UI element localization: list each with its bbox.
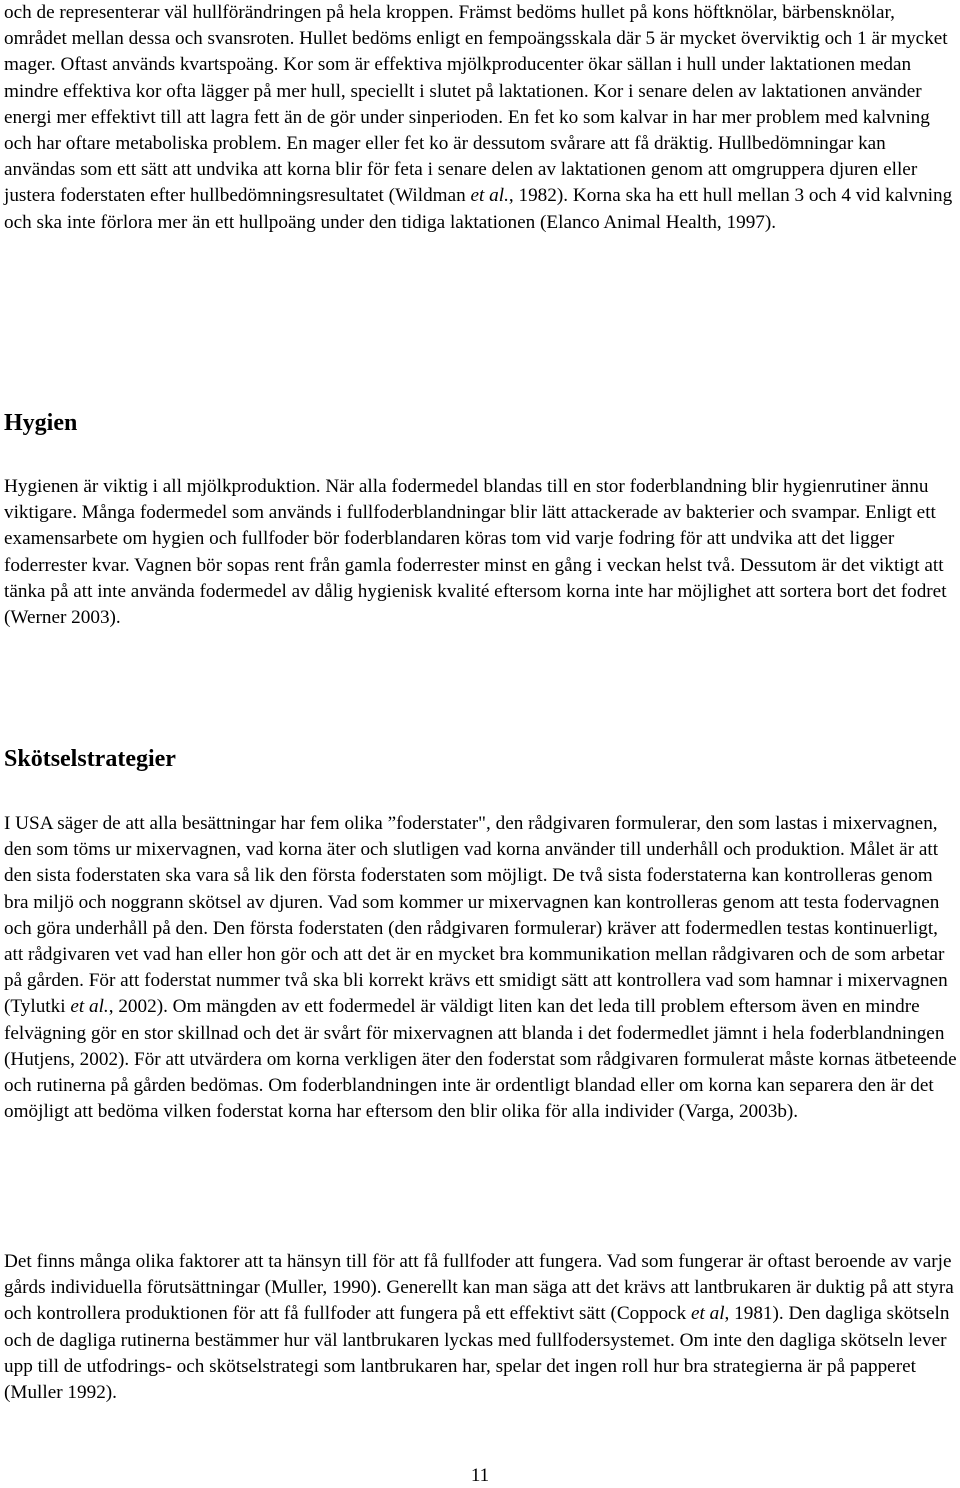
hygien-paragraph: Hygienen är viktig i all mjölkproduktion. När alla fodermedel blandas till en stor foderblandning blir hygienrutiner ännu viktigare. Många fodermedel som används i fullfoderblandningar blir lätt attackerade av bakterier och svampar. Enligt ett examensarbete om hygien och fullfoder bör foderblandaren köras tom vid varje fodring för att undvika att det ligger foderrester kvar. Vagnen bör sopas rent från gamla foderrester minst en gång i veckan helst två. Dessutom är det viktigt att tänka på att inte använda fodermedel av dålig hygienisk kvalité eftersom korna inte har möjlighet att sortera bort det fodret (Werner 2003). [4,476,947,629]
page-number: 11 [470,1465,490,1486]
intro-paragraph [4,0,958,236]
skotsel-p2-text-1: Det finns många olika faktorer att ta hänsyn till för att få fullfoder att fungera. Vad som fungerar är oftast beroende av varje gårds individuella förutsättningar (Muller, 1990). Generellt kan man säga att det krävs att lantbrukaren är duktig på att styra och kontrollera produktionen för att få fullfoder att fungera på ett effektivt sätt (Coppock [4,1251,954,1325]
skotsel-paragraph-1 [4,811,958,1125]
hygien-heading: Hygien [4,410,78,436]
skotsel-p1-text-1: I USA säger de att alla besättningar har fem olika ”foderstater", den rådgivaren formulerar, den som lastas i mixervagnen, den som töms ur mixervagnen, vad korna äter och slutligen vad korna använder till underhåll och produktion. Målet är att den sista foderstaten ska vara så lik den första foderstaten som möjligt. De två sista foderstaterna kan kontrolleras genom bra miljö och noggrann skötsel av djuren. Vad som kommer ur mixervagnen kan kontrolleras genom att testa fodervagnen och göra underhåll på den. Den första foderstaten (den rådgivaren formulerar) kräver att fodermedlen testas kontinuerligt, att rådgivaren vet vad han eller hon gör och att det är en mycket bra kommunikation mellan rådgivaren och de som arbetar på gården. För att foderstat nummer två ska bli korrekt krävs ett smidigt sätt att kontrollera vad som hamnar i mixervagnen (Tylutki [4,813,948,1018]
skotsel-p1-text-3: , 2002). Om mängden av ett fodermedel är väldigt liten kan det leda till problem eftersom även en mindre felvägning gör en stor skillnad och det är svårt för mixervagnen att blanda i det fodermedlet jämnt i hela foderblandningen (Hutjens, 2002). För att utvärdera om korna verkligen äter den foderstat som rådgivaren formulerat måste kornas ätbeteende och rutinerna på gården bedömas. Om foderblandningen inte är ordentligt blandad eller om korna kan separera den är det omöjligt att bedöma vilken foderstat korna har eftersom den blir olika för alla individer (Varga, 2003b). [4,996,957,1123]
skotsel-p2-text-2-italic: et al [690,1303,725,1325]
skotsel-paragraph-2 [4,1249,958,1406]
skotsel-heading: Skötselstrategier [4,746,176,772]
intro-text-2-italic: et al. [470,185,509,207]
skotsel-p1-text-2-italic: et al. [70,996,109,1018]
skotsel-p2-text-3: , 1981). Den dagliga skötseln och de dagliga rutinerna bestämmer hur väl lantbrukaren lyckas med fullfodersystemet. Om inte den dagliga skötseln lever upp till de utfodrings- och skötselstrategi som lantbrukaren har, spelar det ingen roll hur bra strategierna är på papperet (Muller 1992). [4,1303,950,1404]
intro-text-1: och de representerar väl hullförändringen på hela kroppen. Främst bedöms hullet på kons höftknölar, bärbensknölar, området mellan dessa och svansroten. Hullet bedöms enligt en fempoängsskala där 5 är mycket överviktig och 1 är mycket mager. Oftast används kvartspoäng. Kor som är effektiva mjölkproducenter ökar sällan i hull under laktationen medan mindre effektiva kor ofta lägger på mer hull, speciellt i slutet på laktationen. Kor i senare delen av laktationen använder energi mer effektivt till att lagra fett än de gör under sinperioden. En fet ko som kalvar in har mer problem med kalvning och har oftare metaboliska problem. En mager eller fet ko är dessutom svårare att få dräktig. Hullbedömningar kan användas som ett sätt att undvika att korna blir för feta i senare delen av laktationen genom att omgruppera djuren eller justera foderstaten efter hullbedömningsresultatet (Wildman [4,2,948,207]
intro-text-3: , 1982). Korna ska ha ett hull mellan 3 och 4 vid kalvning och ska inte förlora mer än ett hullpoäng under den tidiga laktationen (Elanco Animal Health, 1997). [4,185,953,233]
